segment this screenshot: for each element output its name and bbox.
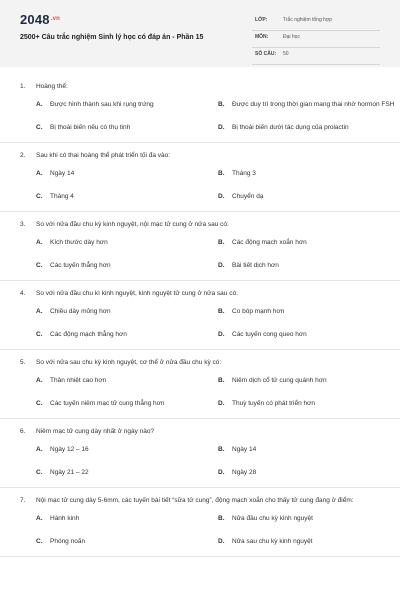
answer-option[interactable] [36,330,214,339]
option-text: Bài tiết dịch hơn [232,262,279,269]
answer-option[interactable] [36,537,214,546]
question-stem [20,427,380,437]
option-letter: A. [36,308,43,315]
question-stem [20,151,380,161]
document-meta [252,14,380,65]
option-letter: D. [218,469,225,476]
option-text: Nửa sau chu kỳ kinh nguyệt [232,538,313,545]
option-text: Hành kinh [50,515,80,522]
option-text: Các tuyến thẳng hơn [50,262,111,269]
answer-options [20,161,380,211]
option-letter: A. [36,515,43,522]
meta-value: Trắc nghiệm tổng hợp [283,17,332,23]
option-text: Các tuyến niêm mạc tử cung thẳng hơn [50,400,165,407]
meta-label: SỐ CÂU: [255,51,277,57]
option-letter: D. [218,124,225,131]
answer-option[interactable] [36,123,214,132]
meta-row-count [252,48,380,65]
option-letter: C. [36,538,43,545]
option-letter: A. [36,170,43,177]
option-letter: C. [36,400,43,407]
option-text: Chuyển dạ [232,193,264,200]
question-number: 7. [20,497,26,504]
option-text: Bị thoái biến dưới tác dụng của prolactin [232,124,349,131]
option-letter: B. [218,239,225,246]
option-letter: C. [36,331,43,338]
option-letter: A. [36,446,43,453]
answer-option[interactable] [36,261,214,270]
question-item [0,419,400,488]
option-text: Được duy trì trong thời gian mang thai nhờ hormon FSH [232,101,395,108]
option-text: Phóng noãn [50,538,86,545]
option-letter: C. [36,469,43,476]
answer-option[interactable] [36,192,214,201]
answer-options [20,368,380,418]
question-number: 1. [20,83,26,90]
option-letter: B. [218,515,225,522]
option-text: Bị thoái biến nếu có thụ tinh [50,124,131,131]
option-text: Tháng 4 [50,193,74,200]
question-text: So với nửa đầu chu kì kinh nguyệt, kinh nguyệt tử cung ở nửa sau có: [36,290,238,297]
option-text: Tháng 3 [232,170,256,177]
question-item [0,350,400,419]
question-number: 5. [20,359,26,366]
question-item [0,488,400,557]
document-header [0,0,400,67]
option-text: Ngày 14 [232,446,257,453]
option-text: Thân nhiệt cao hơn [50,377,107,384]
answer-option[interactable] [36,468,214,477]
option-letter: B. [218,170,225,177]
option-text: Các tuyến cong queo hơn [232,331,307,338]
option-letter: D. [218,193,225,200]
meta-label: MÔN: [255,34,269,40]
question-number: 4. [20,290,26,297]
site-logo[interactable] [20,12,60,27]
answer-option[interactable] [218,238,396,247]
option-text: Ngày 14 [50,170,75,177]
option-letter: A. [36,101,43,108]
option-text: Thuỳ tuyến có phát triển hơn [232,400,316,407]
question-item [0,74,400,143]
question-stem [20,358,380,368]
answer-option[interactable] [218,468,396,477]
answer-option[interactable] [36,399,214,408]
option-text: Các động mạch xoắn hơn [232,239,307,246]
option-text: Kích thước dày hơn [50,239,108,246]
question-item [0,281,400,350]
answer-option[interactable] [36,514,214,523]
meta-label: LỚP: [255,17,268,23]
answer-option[interactable] [218,537,396,546]
meta-value: Đại học [283,34,300,40]
answer-option[interactable] [218,514,396,523]
option-letter: B. [218,446,225,453]
answer-options [20,230,380,280]
question-text: So với nửa đầu chu kỳ kinh nguyệt, nội mạc tử cung ở nửa sau có: [36,221,229,228]
question-text: Sau khi có thai hoàng thể phát triển tối đa vào: [36,152,171,159]
document-title: 2500+ Câu trắc nghiệm Sinh lý học có đáp án - Phần 15 [20,34,204,41]
answer-option[interactable] [218,445,396,454]
question-number: 3. [20,221,26,228]
answer-option[interactable] [36,169,214,178]
option-letter: B. [218,377,225,384]
answer-option[interactable] [36,376,214,385]
meta-row-subject [252,31,380,48]
answer-option[interactable] [36,445,214,454]
meta-value: 50 [283,51,289,57]
answer-option[interactable] [36,100,214,109]
question-text: Hoàng thể: [36,83,68,90]
question-text: Niêm mạc tử cung dày nhất ở ngày nào? [36,428,155,435]
option-letter: D. [218,331,225,338]
option-letter: B. [218,308,225,315]
option-letter: C. [36,193,43,200]
logo-tld: .vn [50,16,61,22]
answer-option[interactable] [218,376,396,385]
answer-option[interactable] [218,123,396,132]
answer-option[interactable] [36,238,214,247]
option-text: Nửa đầu chu kỳ kinh nguyệt [232,515,313,522]
option-text: Niêm dịch cổ tử cung quánh hơn [232,377,327,384]
answer-option[interactable] [218,261,396,270]
option-letter: B. [218,101,225,108]
option-letter: D. [218,400,225,407]
answer-options [20,437,380,487]
logo-text: 2048 [20,12,50,27]
question-text: So với nửa sau chu kỳ kinh nguyệt, cơ thể ở nửa đầu chu kỳ có: [36,359,222,366]
answer-option[interactable] [36,307,214,316]
option-letter: D. [218,262,225,269]
question-stem [20,82,380,92]
option-letter: C. [36,262,43,269]
question-number: 2. [20,152,26,159]
meta-row-class [252,14,380,31]
answer-option[interactable] [218,192,396,201]
option-letter: A. [36,377,43,384]
option-text: Co bóp mạnh hơn [232,308,285,315]
question-text: Nội mạc tử cung dày 5-6mm, các tuyến bài tiết “sữa tử cung”, động mạch xoắn cho thấy tử cung đang ở điểm: [36,497,354,504]
answer-option[interactable] [218,399,396,408]
question-stem [20,289,380,299]
answer-options [20,299,380,349]
option-text: Được hình thành sau khi rụng trứng [50,101,154,108]
option-text: Ngày 28 [232,469,257,476]
option-text: Các động mạch thẳng hơn [50,331,127,338]
answer-options [20,92,395,142]
answer-options [20,506,380,556]
answer-option[interactable] [218,330,396,339]
answer-option[interactable] [218,100,396,109]
option-text: Chiều dày mỏng hơn [50,308,111,315]
question-stem [20,496,380,506]
option-text: Ngày 21 – 22 [50,469,89,476]
question-stem [20,220,380,230]
option-letter: C. [36,124,43,131]
option-letter: D. [218,538,225,545]
answer-option[interactable] [218,307,396,316]
question-number: 6. [20,428,26,435]
question-item [0,143,400,212]
answer-option[interactable] [218,169,396,178]
option-letter: A. [36,239,43,246]
question-list [0,74,400,557]
question-item [0,212,400,281]
option-text: Ngày 12 – 16 [50,446,89,453]
